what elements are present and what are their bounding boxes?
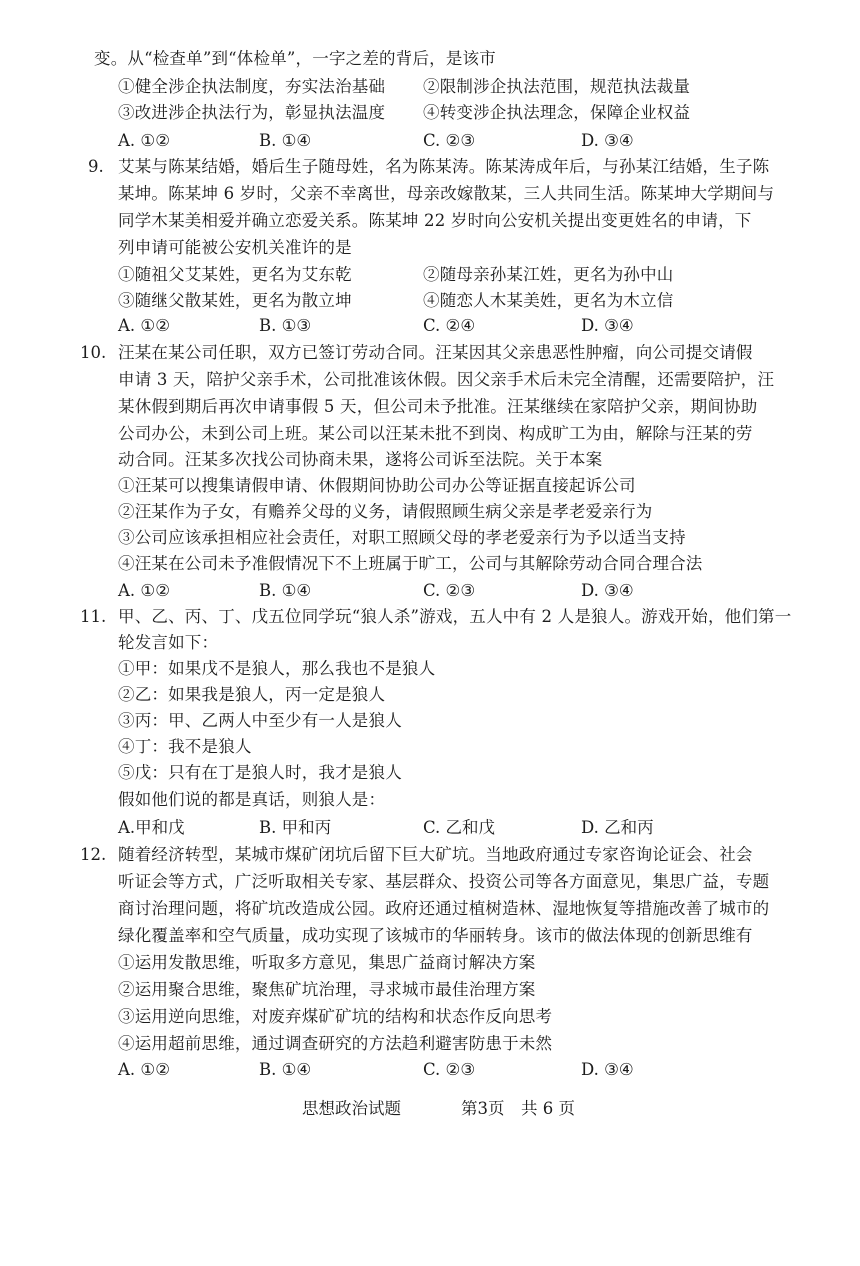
q9-number: 9. [88, 157, 104, 176]
q12-item-4: ④运用超前思维，通过调查研究的方法趋利避害防患于未然 [118, 1034, 553, 1053]
q12-item-1: ①运用发散思维，听取多方意见，集思广益商讨解决方案 [118, 953, 536, 972]
q10-item-4: ④汪某在公司未予准假情况下不上班属于旷工，公司与其解除劳动合同合理合法 [118, 554, 703, 573]
q12-item-3: ③运用逆向思维，对废弃煤矿矿坑的结构和状态作反向思考 [118, 1007, 553, 1026]
q10-option-b: B. ①④ [259, 581, 312, 600]
q11-option-d: D. 乙和丙 [581, 818, 654, 837]
q12-option-d: D. ③④ [581, 1060, 634, 1079]
q12-stem-line: 商讨治理问题，将矿坑改造成公园。政府还通过植树造林、湿地恢复等措施改善了城市的 [118, 899, 770, 918]
q10-stem-line: 公司办公，未到公司上班。某公司以汪某未批不到岗、构成旷工为由，解除与汪某的劳 [118, 424, 753, 443]
q12-stem-line: 随着经济转型，某城市煤矿闭坑后留下巨大矿坑。当地政府通过专家咨询论证会、社会 [118, 845, 753, 864]
q9-option-d: D. ③④ [581, 316, 634, 335]
q9-option-b: B. ①③ [259, 316, 312, 335]
q12-stem-line: 绿化覆盖率和空气质量，成功实现了该城市的华丽转身。该市的做法体现的创新思维有 [118, 926, 753, 945]
q10-option-a: A. ①② [118, 581, 170, 600]
q8-item-1: ①健全涉企执法制度，夯实法治基础 [118, 77, 386, 96]
q10-item-1: ①汪某可以搜集请假申请、休假期间协助公司办公等证据直接起诉公司 [118, 476, 636, 495]
q10-item-2: ②汪某作为子女，有赡养父母的义务，请假照顾生病父亲是孝老爱亲行为 [118, 502, 653, 521]
q9-item-4: ④随恋人木某美姓，更名为木立信 [423, 291, 674, 310]
q11-stem-line: 甲、乙、丙、丁、戊五位同学玩“狼人杀”游戏，五人中有 2 人是狼人。游戏开始，他们第一 [118, 607, 792, 626]
q10-stem-line: 某休假到期后再次申请事假 5 天，但公司未予批准。汪某继续在家陪护父亲，期间协助 [118, 397, 758, 416]
q9-stem-line: 某坤。陈某坤 6 岁时，父亲不幸离世，母亲改嫁散某，三人共同生活。陈某坤大学期间与 [118, 184, 775, 203]
q11-item-3: ③丙：甲、乙两人中至少有一人是狼人 [118, 711, 402, 730]
q10-stem-line: 申请 3 天，陪护父亲手术，公司批准该休假。因父亲手术后未完全清醒，还需要陪护，汪 [118, 370, 775, 389]
q8-stem-line: 变。从“检查单”到“体检单”，一字之差的背后，是该市 [94, 49, 496, 68]
q8-item-2: ②限制涉企执法范围，规范执法裁量 [423, 77, 691, 96]
q11-option-c: C. 乙和戊 [423, 818, 496, 837]
footer-subject: 思想政治试题 [302, 1099, 401, 1118]
q10-option-d: D. ③④ [581, 581, 634, 600]
q11-option-a: A.甲和戊 [118, 818, 185, 837]
q8-item-3: ③改进涉企执法行为，彰显执法温度 [118, 103, 386, 122]
footer-page-number: 第3页 共 6 页 [461, 1099, 575, 1118]
q11-item-2: ②乙：如果我是狼人，丙一定是狼人 [118, 685, 386, 704]
q9-item-2: ②随母亲孙某江姓，更名为孙中山 [423, 265, 674, 284]
q9-item-3: ③随继父散某姓，更名为散立坤 [118, 291, 352, 310]
q12-number: 12. [80, 845, 107, 864]
q12-option-a: A. ①② [118, 1060, 170, 1079]
q9-item-1: ①随祖父艾某姓，更名为艾东乾 [118, 265, 352, 284]
q8-option-b: B. ①④ [259, 131, 312, 150]
q9-stem-line: 列申请可能被公安机关准许的是 [118, 238, 352, 257]
q11-option-b: B. 甲和丙 [259, 818, 332, 837]
q9-stem-line: 艾某与陈某结婚，婚后生子随母姓，名为陈某涛。陈某涛成年后，与孙某江结婚，生子陈 [118, 157, 770, 176]
q11-stem-line: 轮发言如下： [118, 633, 219, 652]
q9-option-a: A. ①② [118, 316, 170, 335]
q12-item-2: ②运用聚合思维，聚焦矿坑治理，寻求城市最佳治理方案 [118, 980, 536, 999]
q10-stem-line: 汪某在某公司任职，双方已签订劳动合同。汪某因其父亲患恶性肿瘤，向公司提交请假 [118, 343, 753, 362]
q10-item-3: ③公司应该承担相应社会责任，对职工照顾父母的孝老爱亲行为予以适当支持 [118, 528, 686, 547]
q12-stem-line: 听证会等方式，广泛听取相关专家、基层群众、投资公司等各方面意见，集思广益，专题 [118, 872, 770, 891]
q11-question: 假如他们说的都是真话，则狼人是： [118, 790, 386, 809]
q11-item-5: ⑤戊：只有在丁是狼人时，我才是狼人 [118, 763, 402, 782]
q10-option-c: C. ②③ [423, 581, 476, 600]
q8-option-a: A. ①② [118, 131, 170, 150]
q8-option-c: C. ②③ [423, 131, 476, 150]
q10-stem-line: 动合同。汪某多次找公司协商未果，遂将公司诉至法院。关于本案 [118, 450, 603, 469]
q12-option-b: B. ①④ [259, 1060, 312, 1079]
q8-option-d: D. ③④ [581, 131, 634, 150]
q9-stem-line: 同学木某美相爱并确立恋爱关系。陈某坤 22 岁时向公安机关提出变更姓名的申请，下 [118, 211, 752, 230]
q11-item-4: ④丁：我不是狼人 [118, 737, 252, 756]
q11-item-1: ①甲：如果戊不是狼人，那么我也不是狼人 [118, 659, 436, 678]
q11-number: 11. [80, 607, 107, 626]
q9-option-c: C. ②④ [423, 316, 476, 335]
q8-item-4: ④转变涉企执法理念，保障企业权益 [423, 103, 691, 122]
q10-number: 10. [80, 343, 107, 362]
q12-option-c: C. ②③ [423, 1060, 476, 1079]
